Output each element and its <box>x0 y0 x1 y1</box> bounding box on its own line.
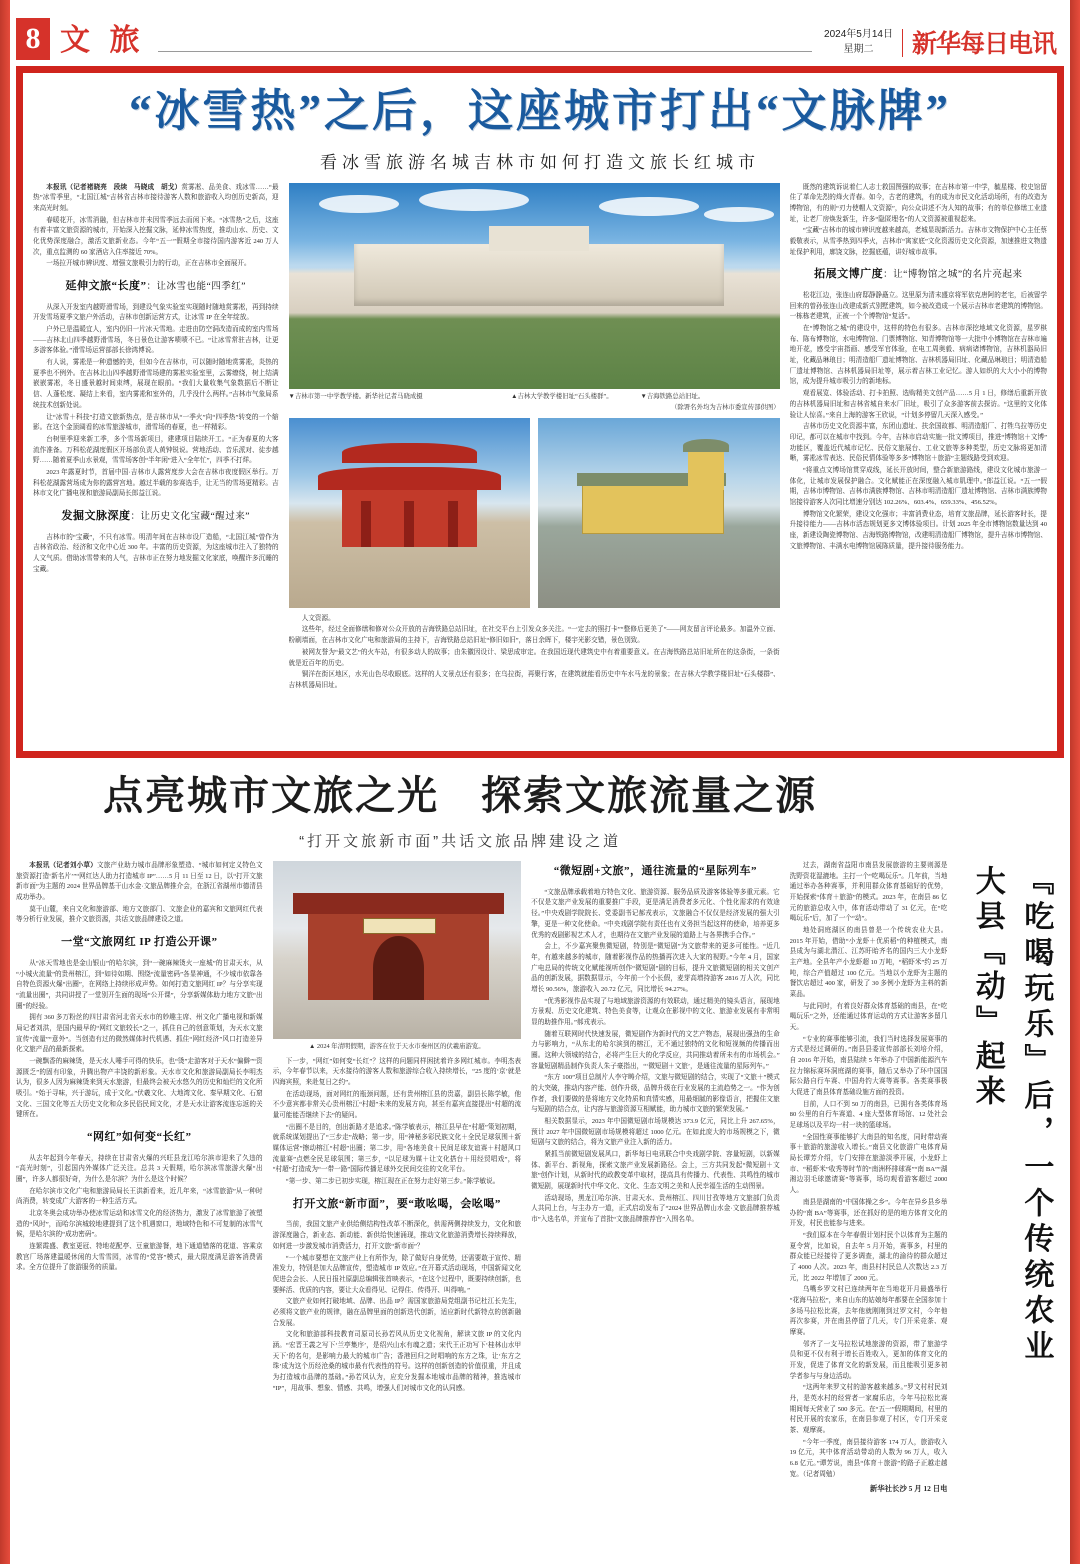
subheading-main: 拓展文博广度 <box>814 268 884 281</box>
top-article-headline: “冰雪热”之后，这座城市打出“文脉牌” <box>128 86 951 136</box>
bottom-column-1 <box>16 861 263 1551</box>
paragraph: 松花江边，张连山府邸静静矗立。这里原为清末盛京将军依克唐阿的老宅，后被留学回来的曾孙张连山改建成新式别墅建筑，如今被改造成一个展示吉林市老建筑的博物馆。一栋栋老建筑，正被一个个博物馆“复活”。 <box>789 292 1047 321</box>
section-title: 文 旅 <box>60 24 146 57</box>
paragraph: 文化和旅游部科技教育司原司长孙若风从历史文化视角，解读文旅 IP 的文化内涵。“宏晋王義之写下‘兰亭集序’，是绍兴山水有魂之遗；宋代王正功写下‘桂林山水甲天下’的名句，是影响力最大的城市广告；香港回归之时唱响的东方之珠，让‘东方之珠’成为这个历经沧桑的城市最有代表性的符号。这样的创新创造的价值很重，并且成为打造城市品牌的基础。”孙若风认为，应充分发掘本地城市品牌的精神，推选城市“IP”，用故事、想象、情感、共鸣，增强人们对城市文化的认同感。 <box>272 1331 522 1392</box>
paragraph: “专业的赛事能够引流，我们当时选择发展赛事的方式是经过调研的。”南县县委宣传部部长刘培介绍，自 2016 年开始，南县陆续 5 年举办了中国新能源汽车拉力锦标赛环洞庭湖的赛事，随后又举办了环中国国际公路自行车赛、中国舟钓大赛等赛事。各类赛事极大促进了南县体育基础设施方面的投资。 <box>789 1035 948 1097</box>
paragraph: 在活动现场，面对网红的瓶颈问题，还有贵州榕江县的贵嘉，副县长陈学敏，他不少意宾都非常关心贵州榕江“村超”未来的发展方向，甚至有嘉宾直接提出“村超的流量可能能否继续下去”的疑问。 <box>272 1090 522 1119</box>
paragraph: “第一步、第二步已初步实现，榕江现在正在努力走好第三步。”陈学敏说。 <box>285 1178 500 1185</box>
paragraph: 乌嘴乡罗文村已连续两年在当地花开月最盛举行“花海马拉松”，来自山东的姑娘每年都要在全国参加十多场马拉松比赛，去年他就刚刚到过罗文村，今年他再次参赛，并在南县停留了几天，专门开采竞茶、观摩赛。 <box>789 1286 948 1336</box>
cloud-shape <box>599 197 699 216</box>
photo-caption-2: ▲ 2024 年清明假期，游客在位于天水市秦州区的伏羲庙游览。 <box>309 1043 485 1050</box>
paragraph: 莫干山麓，来自文化和旅游部、地方文旅部门、文旅企业的嘉宾和文旅网红代表等分析行业发展，推介文旅资源，共话文旅品牌建设之道。 <box>16 905 263 924</box>
paragraph: 地处洞庭湖区的南县曾是一个传统农业大县。2015 年开始，借助“小龙虾＋优质稻”的种植模式，南县成为与湖北潜江、江苏盱眙齐名的国内三大小龙虾主产地。全县年产小龙虾超 10 万吨，“稻虾米”约 25 万吨，综合产值超过 100 亿元。当地以小龙虾为主题的餐饮店超过 400 家，研发了 30 多例小龙虾为主料的新菜品。 <box>789 927 948 999</box>
page-number: 8 <box>16 18 50 60</box>
lede-text: 赏雾凇、品美食、戏冰雪……“最热”冰雪季里，“北国江城”吉林省吉林市接待游客人数和旅游收入均创历史新高，迎来高光时刻。 <box>33 183 279 212</box>
caption-text: ▲吉林大学教学楼旧址“石头楼群”。 <box>511 392 613 400</box>
paragraph: 在“博物馆之城”的建设中，这样的特色有很多。吉林市深挖地域文化资源，星罗棋布、陈布博物馆，水电博物馆、门票博物馆、知青博物馆等一大批中小博物馆在吉林市遍地开花，感受宇宙指画、感受军官体验，在电工周奥毅、病病诸博物馆，吉林机器局旧址，化藏品琳琅目；明清造船厂遗址博物馆、吉林机器局旧址、化藏品琳琅目；明清造船厂遗址博物馆、吉林机器局旧址等，展示着吉林工业记忆。游人如织的大大小小的博物馆，成为提升城市吸引力的新地标。 <box>789 325 1047 386</box>
bottom-column-3 <box>531 861 780 1551</box>
cloud-shape <box>419 189 529 212</box>
subheading-2 <box>33 508 279 526</box>
paragraph: “将重点文博场馆贯穿成线，延长开放时间，整合新旅游路线，建设文化城市旅游一体化，让城市发展保护融合。文化赋能正在深度融入城市肌理中。”郎益江说。“五一”假期，吉林市博物馆、吉林市满族博物馆、吉林市明清造船厂遗址博物馆、吉林市满族博物馆接待游客人次同比增速分别达 102.26%、603.4%、659.33%、456.52%。 <box>789 466 1047 506</box>
paragraph: 拥有 360 多万粉丝的四甘肃省河北省天水市的妙趣主席、州文化广播电视和新媒局记者刘洪，是国内最早的“网红文旅较长”之一，抓住自己的创意策划，为天水文旅宣传“流量”“意外”。当创造有过的微然媒体时代机遇、抓住“网红经济”风口打造差异化文旅产品的最新探索。 <box>16 1014 263 1054</box>
paragraph: 在哈尔滨市文化广电和旅游局局长王洪新看来，近几年来，“冰雪旅游”从一种时尚消费，转变成广大游客的一种生活方式。 <box>16 1187 263 1206</box>
paragraph-text: “今年一季度，南县接待游客 174 万人，旅游收入 19 亿元，其中体育活动带动的人数为 96 万人，收入 6.8 亿元。”谭芳说，南县“体育＋旅游”的路子正越走越宽。 <box>789 1438 948 1478</box>
photo-temple <box>289 418 531 608</box>
building-shape <box>582 482 724 533</box>
roof-shape <box>318 467 502 490</box>
paragraph: “全国性赛事能够扩大南县的知名度，同时带动赛事＋旅游的旅游收入增长。”南县文化旅游广电体育局局长谭芳介绍，专门安排在旅游淡季开展，小龙虾上市、“稻虾米”收秀等时节的“南洲杯排球赛”“南 BA”“湖湘边羽毛球邀请赛”等赛事，场均观看游客超过 2000 人。 <box>789 1133 948 1195</box>
subheading-4: 一堂“文旅网红 IP 打造公开课” <box>61 936 218 949</box>
paragraph: 被网友誉为“最文艺”的火车站，有很多动人的故事；由朱徽因设计、梁思成审定。在我国近现代建筑史中有着重要意义。在吉海铁路总站旧址所在的这条街，一条街就是近百年的历史。 <box>288 648 780 667</box>
paragraph: 会上，不少嘉宾聚焦微短剧，特别是“微短剧”为文旅带来的更多可能性。“近几年，有越来越多的城市，随着影视作品的热播再次进入大家的视野。”今年 4 月，国家广电总局的传统文化赋能视听创作“微短剧”剧的目标，提升文旅微短剧的相关文创产品的创新发展，据数据显示，今年前一个小长假，麦芽高增持游客 2816 万人次，同比增长 90.56%，旅游收入 20.72 亿元，同比增长 94.27%。 <box>531 943 780 993</box>
top-article-subheadline: 看冰雪旅游名城吉林市如何打造文旅长红城市 <box>320 152 760 172</box>
bottom-column-2 <box>273 861 522 1551</box>
subheading-7: “微短剧+文旅”，通往流量的“星际列车” <box>553 865 758 877</box>
paragraph: “宝藏”吉林市的城市辨识度越来越高，老城显现新活力。吉林市文物保护中心主任蔡毅敬表示，从雪季热到四季火，吉林市“寓家底”文化资源历史文化资源，加速推进文物遗址保护利用，廓饶文脉，挖掘底蕴，讲好城市故事。 <box>789 227 1047 256</box>
roof-shape <box>342 443 477 464</box>
paragraph: 当前，我国文旅产业供给侧结构性改革不断深化，供需两侧持续发力，文化和旅游深度融合，新业态、新动能、新供给快速涌现，推动文化旅游消费增长持续释放，如何进一步激发城市消费活力，打开文旅“新市面”？ <box>272 1221 522 1250</box>
paragraph: 过去，湖南省益阳市南县发展旅游的主要则源是洗野资花湿漉地。主打一个“吃喝玩乐”。几年前，当地通过举办各种赛事，并利用群众体育基础好的优势，开始探索“体育＋旅游”的模式。2023 年，在南县 86 亿元的旅游总收入中，体育活动带动了 31 亿元，在“吃喝玩乐”后，加了一个“动”。 <box>789 862 948 923</box>
paragraph: 观看展览、体验活动、打卡拍照、选购精美文创产品……5 月 1 日，修缮后重新开放的吉林机器局旧址和吉林省城自来水厂旧址，吸引了众多游客前去探访。“这里的文化体验让人惊喜。”来自上海的游客王欣说，“计划多停留几天深入感受。” <box>789 390 1047 419</box>
masthead-separator <box>902 29 903 57</box>
photo-station <box>538 418 780 608</box>
subheading-main: 延伸文旅“长度” <box>65 279 147 292</box>
tower-roof-shape <box>683 439 729 452</box>
pillar-shape <box>448 501 458 547</box>
roof-shape <box>293 893 505 914</box>
photo-credit: （除署名外均为吉林市委宣传部供图） <box>671 404 780 412</box>
byline-prefix: 本报讯（记者刘小草） <box>29 862 97 869</box>
paragraph: 从“冰天雪地也是金山银山”的哈尔滨，到“一碗麻辣烫火一座城”的甘肃天水，从“小城火流量”的贵州榕江，到“如待如期、围绕“流量密码”各显神通，不少城市依靠各自特色资源火爆“出圈”，在网络上持续形成声势。如何打造文旅网红 IP？与分享实现“流量出圈”，共同讲授了一堂别开生面的现场“公开课”，分享新媒体助力地方文旅“出圈”的经验。 <box>16 959 263 1010</box>
top-column-3 <box>790 183 1047 738</box>
caption-text: ▼吉海铁路总站旧址。 <box>640 392 705 400</box>
weekday-text: 星期二 <box>843 43 874 55</box>
paragraph: 让“冰雪＋科技”打造文旅新热点，是吉林市从“一季火”向“四季热”转变的一个缩影。在这个金顶阔看的冰雪旅游城市，滑雪场的春夏，也一样精彩。 <box>33 413 279 432</box>
paragraph: 吉林市历史文化资源丰富，东团山遗址、扶余国故都、明清造船厂、打牲乌拉等历史印记，都可以在城市中找到。今年，吉林市启动实施一批文博项目，推进“博物馆＋文博”功能区，覆盖近代城市记忆、民俗文旅展台、工业文旅等多种类型，历史文脉将更加清晰，雾凇冰雪表达、民俗民情体验等多多“博物馆＋旅游”主题线路受到欢迎。 <box>789 423 1047 463</box>
subheading-sub: ：让冰雪也能“四季红” <box>146 281 246 292</box>
paragraph: 人文资源。 <box>301 614 335 622</box>
lede-text: 文旅产业助力城市品牌形象塑造、“城市如何定义特色文旅资源打造‘新名片’”“网红达人助力打造城市 IP”……5 月 11 日至 12 日，以“打开文旅新市面”为主题的 2024 世界品牌基干山水金·文旅品牌推介会，在浙江省湖州市德清县成功举办。 <box>16 862 263 902</box>
paragraph: “优秀影视作品实现了与地域旅游资源的有效联动，通过精美的镜头语言，展现地方景观、历史文化建筑、特色美食等，让观众在影视中的文化、旅游业发展有非常明显的助推作用。”郝戎表示。 <box>531 997 780 1026</box>
paragraph: “一个城市要想在文旅产业上有所作为，除了做好自身优势，还需要敢于宣传、精准发力，特别是加大品牌宣传，塑造城市 IP 效应。”在开幕式活动现场，中国新闻文化促进会会长、人民日报社原副总编辑张首映表示，“在这个过程中，既要持续创新，也要鲜活、优质的内容，要让大众看得见、记得住、传得开、叫得响。” <box>272 1254 522 1294</box>
subheading-5: “网红”如何变“长红” <box>87 1130 192 1143</box>
article-dateline: 新华社长沙 5 月 12 日电 <box>869 1484 948 1494</box>
paragraph: 既然的建筑诉说着仁人志士救国图强的故事；在吉林市第一中学，毓星楼、校史馆留住了革命先烈的烽火青春。如今，古老的建筑，有的成为市民文化活动场所，有的改造为博物馆，有的则“刃力使帽人文资源”，向公众讲述不为人知的故事；有的单位修缮工业遗址，让老厂房焕发新生，许多“隐匿埋名”的人文资源被重视起来。 <box>789 183 1047 223</box>
paragraph: 文旅产业如何打破地域、品牌、出品 IP？需国家旅游局党组副书记杜江长先生，必须将文旅产业的规律，融在品牌里面的创新迭代创新，适应新时代新特点的创新融合发展。 <box>272 1298 522 1327</box>
masthead-date <box>824 28 893 57</box>
paragraph: 随着互联网时代快速发展，微短剧作为新时代的文艺产物态，展现出强劲的生命力与影响力，“从东北的哈尔滨到的榕江，无不通过独特的文化和短视频的传播而出圈。这种大领城的结合，必将产生巨大的化学反应，共同推动着所未有的市场机会。”容量短剧精品制作负责人朱子豪指出，“‘微短剧＋文旅’，是通往流量的星际列车。” <box>531 1030 780 1070</box>
paper-logo: 新华每日电讯 <box>911 31 1056 58</box>
photo-fuxi-temple <box>273 861 522 1039</box>
paragraph: 一碗飘香的麻辣烫，是天水人唾手可得的快乐，也“烫”走游客对于天水“偏僻”“资源匮乏”的固有印象，升腾出物产丰饶的新形象。天水市文化和旅游局副局长李明杰认为，很多人因为麻辣烫来到天水旅游，但最终会被天水悠久的历史和灿烂的文化所吸引。“始于寻味，兴于游玩，成于文化。”伏羲文化、大地湾文化、秦早期文化、石窟文化、三国文化等五大历史文化和众多民俗民间文化，才是天水让游客流连忘返的关键所在。 <box>16 1057 263 1119</box>
paragraph: 连繁霞盛、教室更冠、特地花配亭、豆童旅游餐，地下通道错落的花道、容乘京教宫厂场落建温暖休闲的大雪雪园，冰雪的“党容”模式，最大限度满足游客消费需求。全方位提升了旅游服务的质量。 <box>16 1243 263 1272</box>
tower-shape <box>688 448 724 490</box>
paragraph: 2023 年露夏时节，首届中国·吉林市人露营度步大会在吉林市夜度假区举行。万科松花湖露营场成为你的露营宫地。越过半载的参赛选手，让无当的雪场更精彩。吉林市文化广播电视和旅游局副局长郎益江说。 <box>33 468 279 498</box>
photo-caption-1 <box>289 392 780 402</box>
paragraph: 活动现场，黑龙江哈尔滨、甘肃天水、贵州榕江、四川甘孜等地方文旅部门负责人共同上台，与主办方一道，正式启动发布了“2024 世界品牌山水金·文旅品牌推荐城市”入选名单，并宣布了首批“文旅品牌推荐官”入围名单。 <box>531 1194 780 1223</box>
paragraph: 目前，人口不到 50 万的南县，已拥有各类体育场 80 公里的自行车赛道、4 座大型体育场馆、12 处社会足球场以及平均一村一块的篮球场。 <box>789 1100 948 1130</box>
paragraph: 相关数据显示，2023 年中国微短剧市场规模达 373.9 亿元，同比上升 267.65%，预计 2027 年中国微短剧市场规模将超过 1000 亿元。在如此庞大的市场规模之下，微短剧与文旅的结合，将为文旅产业注入新的活力。 <box>531 1117 780 1147</box>
paragraph: 南县是湖南的“中国体操之乡”。今年在异乡县乡举办的“南 BA”等赛事，还在抓好的是的地方体育文化的开发，村民也能参与进来。 <box>789 1198 948 1228</box>
paragraph: 下一步，“网红”如何变“长红”？这样的问题同样困扰着许多网红城市。李明杰表示，今年春节以来，天水接待的游客人数和旅游综合收入持续增长，“25 度的‘京’就是四海宾照，来赴复日之约”。 <box>272 1057 522 1086</box>
masthead <box>10 0 1070 60</box>
doorway-shape <box>373 936 423 1000</box>
paragraph: 这些年，经过全面修缮和修对公众开放的吉海铁路总站旧址，在社交平台上引发众多关注。“一定去的照打卡”“整修后更美了”——网友留言评论最多。加温外立面、粉刷墙面，在吉林市文化广电和旅游局的主持下，吉海铁路总站旧址“修旧如旧”，落日余晖下，楼宇光影交错，景色别致。 <box>288 626 780 645</box>
subheading-sub: ：让历史文化宝藏“醒过来” <box>130 511 250 522</box>
subheading-3 <box>790 266 1047 284</box>
paragraph: 北京冬奥会成功举办使冰雪运动和冰雪文化的经济热力，激发了冰雪旅游了被塑造的“风时”，而哈尔滨城较地建提到了这个机遇窗口，地域特色和不可复制的冰雪气候，是哈尔滨的“成功密码”。 <box>16 1210 263 1239</box>
article-byline: （记者周勉） <box>802 1470 840 1478</box>
paragraph: 吉林市的“宝藏”，不只有冰雪。明清年间在吉林市设厂造船，“北国江城”曾作为吉林省政治、经济和文化中心近 300 年。丰富的历史资源，为这座城市注入了独特的人文气质。借助冰雪带来的人气，吉林市正在努力地发掘文化家底，唤醒许多沉睡的宝藏。 <box>33 533 279 573</box>
top-article-columns <box>33 183 1047 738</box>
page-edge-right <box>1070 0 1080 1564</box>
bottom-article-columns <box>16 861 1064 1551</box>
lede-paragraph <box>33 183 279 215</box>
top-column-2 <box>289 183 780 738</box>
subheading-1 <box>33 278 279 296</box>
top-article-block <box>16 66 1064 758</box>
caption-text: ▼吉林市第一中学教学楼。新华社记者马晓成摄 <box>288 392 423 400</box>
page-edge-left <box>0 0 10 1564</box>
paragraph: 与此同时，有着良好群众体育基础的南县，在“吃喝玩乐”之外，还能通过体育运动的方式让游客多留几天。 <box>789 1002 948 1032</box>
paragraph: “这两年来罗文村的游客越来越多。”罗文村村民刘丹，是英水村的经营者一家腐乐店，今年马拉松比赛期间每天营业了 500 多元。在“五一”假期期间，村里的村民开展的农家乐，在南县参观了村区，专门开采竞茶、观摩赛。 <box>789 1384 948 1434</box>
masthead-divider <box>158 50 813 52</box>
date-text: 2024年5月14日 <box>824 29 893 40</box>
paragraph: “文旅品牌承载着地方特色文化、旅游资源、服务品质及游客体验等多重元素。它不仅是文旅产业发展的重要推广手段，更是满足消费者多元化、个性化需求的有效途径。”中央戏剧学院院长、党委副书记郝戎表示，文旅融合不仅仅是经济发展的强大引擎，更是一种文化使命。“中央戏剧学院有责任也有义务担当起这样的使命，培养更多优秀的戏剧影视艺术人才，也期待在文旅产业发展的道路上与各界携手合作。” <box>531 888 780 939</box>
paragraph: “出圈不是目的，创出新路才是追求。”陈学敏表示，榕江县早在“村超”策划初期，就系统谋划提出了“三步走”战略；第一步，用“神秘多彩民族文化＋全民足球氛围＋新媒体运营”擦动榕江“村超”出圈；第二步，用“各地美食＋民间足球友谊赛＋村超风口流量赛”点燃全民足球氛围；第三步，“以足球为媒＋让文化搭台＋用经贸唱戏”，将“村超”打造成为“一带一路”国际传播足球外交民间交往的文化平台。 <box>272 1123 522 1174</box>
paragraph: 从深入开发室内越野滑雪场，到建设气象实验室实现随时随地赏雾凇，再到持续开发雪场夏季文旅户外活动，吉林市创新运营方式，让冰雪 IP 在全年绽放。 <box>33 303 279 322</box>
paragraph: 邻齐了一支马拉松试地旅游的资源，带了旅游学员和更不仅有利于增长百姓收入，更加的体育文化的开发，促进了体育文化的新发展，而且能吸引更多初学者参与与身边活动。 <box>789 1340 948 1380</box>
masthead-right <box>824 28 1056 60</box>
byline-prefix: 本报讯（记者褚晓亮 段续 马晓成 胡戈） <box>46 183 182 191</box>
paragraph: 铜洋在街区地区，水光山色尽收眼底。这样的人文景点还有很多；在乌拉街，再聚行客，在建筑就能看历史中车水马龙的景象；在吉林大学教学楼旧址“石头楼群”、吉林机器局旧址。 <box>288 671 780 689</box>
photo-campus <box>289 183 780 389</box>
plaque-shape <box>363 918 436 934</box>
pillar-shape <box>361 501 371 547</box>
paragraph: 一场拉开城市辨识度、增强文旅吸引力的行动，正在吉林市全面展开。 <box>46 260 251 268</box>
paragraph: “东方 100”项目总制片人李守畴介绍，文旅与微短剧的结合，实现了“文旅＋”模式的大突破，推动内容产能、创作升级，品牌升级在行业发展的主流趋势之一。“作为创作者，我们要做的是将地方文化特质和真情实感，用最细腻的影像语言，把握住文旅与短剧的结合点，让内容与旅游资源互相赋能，助力城市文旅的繁荣发展。” <box>531 1074 780 1114</box>
paragraph: 春暖花开，冰雪消融，但吉林市并未因雪季远去而闲下来。“冰雪热”之后，这座有着丰富文旅资源的城市，开始深入挖掘文脉，延伸冰雪热度，推动山水、历史、文化优势深度融合，激活文旅新业态。今年“五一”假期全市接待国内游客近 240 万人次，重点监测的 60 家酒店入住率接近 70%。 <box>33 216 279 256</box>
lede-paragraph <box>16 861 263 904</box>
photo-row <box>289 418 780 608</box>
cloud-shape <box>319 195 399 214</box>
bottom-article-block <box>16 768 1064 1548</box>
paragraph: “我们原本在今年春假计划村民个以体育为主题的夏令营，比如说，自去年 5 月开始，赛事多，村里的群众能已经接待了更多调查，湖北的渝待的群众超过了 4000 人次。2023 年，南县村村民总人次数达 2.3 万元，比 2022 年增加了 2000 元。 <box>789 1231 948 1282</box>
paragraph: 台树里季迎来新工季，多个雪场新项目，建建项目陆续开工。“正为春夏的大客流作准备。万科松花湖度假区开场部负责人黄钟锐说。营地活动、音乐派对、徒步越野……随着夏季山水景观，雪雪场客创“半年闲”进入“全年忙”，四季不打烊。 <box>33 435 279 465</box>
bottom-article-subheadline: “打开文旅新市面”共话文旅品牌建设之道 <box>299 833 622 850</box>
paragraph: 户外已是温暖宜人，室内仍旧一片冰天雪地。走进由防空洞改造而成的室内雪场——吉林北山四季越野滑雪场，冬日景色让游客啧啧不已。“让冰雪常驻吉林，让更多游客体验。”滑雪场运营部部长徐鸿博说。 <box>33 326 279 355</box>
paragraph <box>790 1438 948 1481</box>
paragraph: 紧抓当前微短剧发展风口，新华每日电讯联合中央戏剧学院、容量短剧，以新媒体、新平台、新视角，探索文旅产业发展新路径。会上，三方共同发起“微短剧＋文旅”创作计划，从新时代的政教变革中取材，提高具有传播力、代表性、共鸣性的城市微短剧，展现新时代中华文化、文化、生态文明之美和人民幸福生活的生动图景。 <box>531 1150 780 1190</box>
subheading-6: 打开文旅“新市面”，要“敢吆喝，会吆喝” <box>292 1197 501 1210</box>
paragraph: 博物馆文化繁荣，建设文化强市；丰富消费业态，培育文旅品牌，延长游客时长，提升接待能力——吉林市活态规划更多文博体验项目。计划 2025 年全市博物馆数量达到 40 座，新建设陶瓷博物馆、吉海铁路博物馆，改建明清造船厂博物馆，提升吉林市博物馆、文旅博物馆、丰满水电博物馆展陈质量，提升接待服务能力。 <box>789 510 1047 550</box>
bottom-column-4 <box>790 861 948 1551</box>
subheading-sub: ：让“博物馆之城”的名片亮起来 <box>883 270 1023 281</box>
paragraph: 从去年起到今年春天，持续在甘肃省火爆的兴旺县龙江哈尔滨市迎来了久违的“高光时刻”，引起国内外媒体广泛关注。总共 3 天假期，哈尔滨冰雪旅游火爆“出圈”，许多人都很好奇，为什么是尔滨？为什么是这个时候？ <box>16 1154 263 1184</box>
vertical-headline: 『吃喝玩乐』后，一个传统农业大县『动』起来 <box>970 865 1053 1365</box>
subheading-main: 发掘文脉深度 <box>61 509 131 522</box>
vertical-headline-column <box>957 861 1064 1551</box>
pillar-shape <box>404 501 414 547</box>
paragraph: 有人说，雾凇是一种遗憾的美，但如今在吉林市，可以随时随地赏雾凇，炎热的夏季也不例外。在吉林北山四季越野滑雪场建的雾凇实验室里，云雾缭绕，树上结满嵌嵌雾凇，冬日盛景越时间束缚，展现在眼前。“我们大量收集气象数据后不断让信、人蓬松度、凝结上来看，室内雾凇和室外的，几乎没什么两样。”吉林市气象局系统技术创新处说。 <box>33 359 279 409</box>
cloud-shape <box>704 207 774 221</box>
top-column-1 <box>33 183 279 738</box>
newspaper-page <box>10 0 1070 1564</box>
bottom-article-headline: 点亮城市文旅之光 探索文旅流量之源 <box>103 773 818 818</box>
